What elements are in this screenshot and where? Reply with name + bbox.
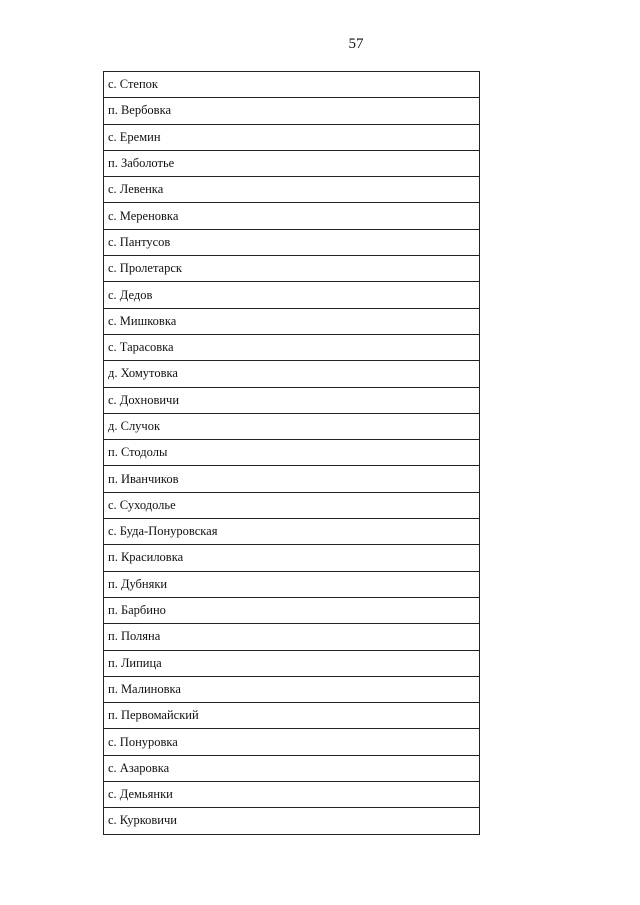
table-row: п. Заболотье bbox=[104, 151, 479, 177]
table-row: с. Азаровка bbox=[104, 756, 479, 782]
table-row: п. Барбино bbox=[104, 598, 479, 624]
table-row: с. Дедов bbox=[104, 282, 479, 308]
table-row: п. Красиловка bbox=[104, 545, 479, 571]
table-row: с. Дохновичи bbox=[104, 388, 479, 414]
settlements-table bbox=[103, 71, 480, 835]
table-row: с. Тарасовка bbox=[104, 335, 479, 361]
table-row: с. Мишковка bbox=[104, 309, 479, 335]
page-number: 57 bbox=[348, 36, 364, 52]
table-row: с. Понуровка bbox=[104, 729, 479, 755]
table-row: п. Стодолы bbox=[104, 440, 479, 466]
table-row: п. Дубняки bbox=[104, 572, 479, 598]
table-row: с. Курковичи bbox=[104, 808, 479, 834]
table-row: д. Хомутовка bbox=[104, 361, 479, 387]
table-row: п. Первомайский bbox=[104, 703, 479, 729]
table-row: п. Малиновка bbox=[104, 677, 479, 703]
table-row: с. Суходолье bbox=[104, 493, 479, 519]
table-row: п. Вербовка bbox=[104, 98, 479, 124]
table-row: с. Левенка bbox=[104, 177, 479, 203]
table-row: п. Липица bbox=[104, 651, 479, 677]
table-row: с. Буда-Понуровская bbox=[104, 519, 479, 545]
table-row: с. Пролетарск bbox=[104, 256, 479, 282]
table-row: п. Поляна bbox=[104, 624, 479, 650]
table-row: с. Еремин bbox=[104, 125, 479, 151]
table-row: с. Демьянки bbox=[104, 782, 479, 808]
table-row: п. Иванчиков bbox=[104, 466, 479, 492]
table-row: с. Мереновка bbox=[104, 203, 479, 229]
table-row: д. Случок bbox=[104, 414, 479, 440]
table-row: с. Пантусов bbox=[104, 230, 479, 256]
table-row: с. Степок bbox=[104, 72, 479, 98]
